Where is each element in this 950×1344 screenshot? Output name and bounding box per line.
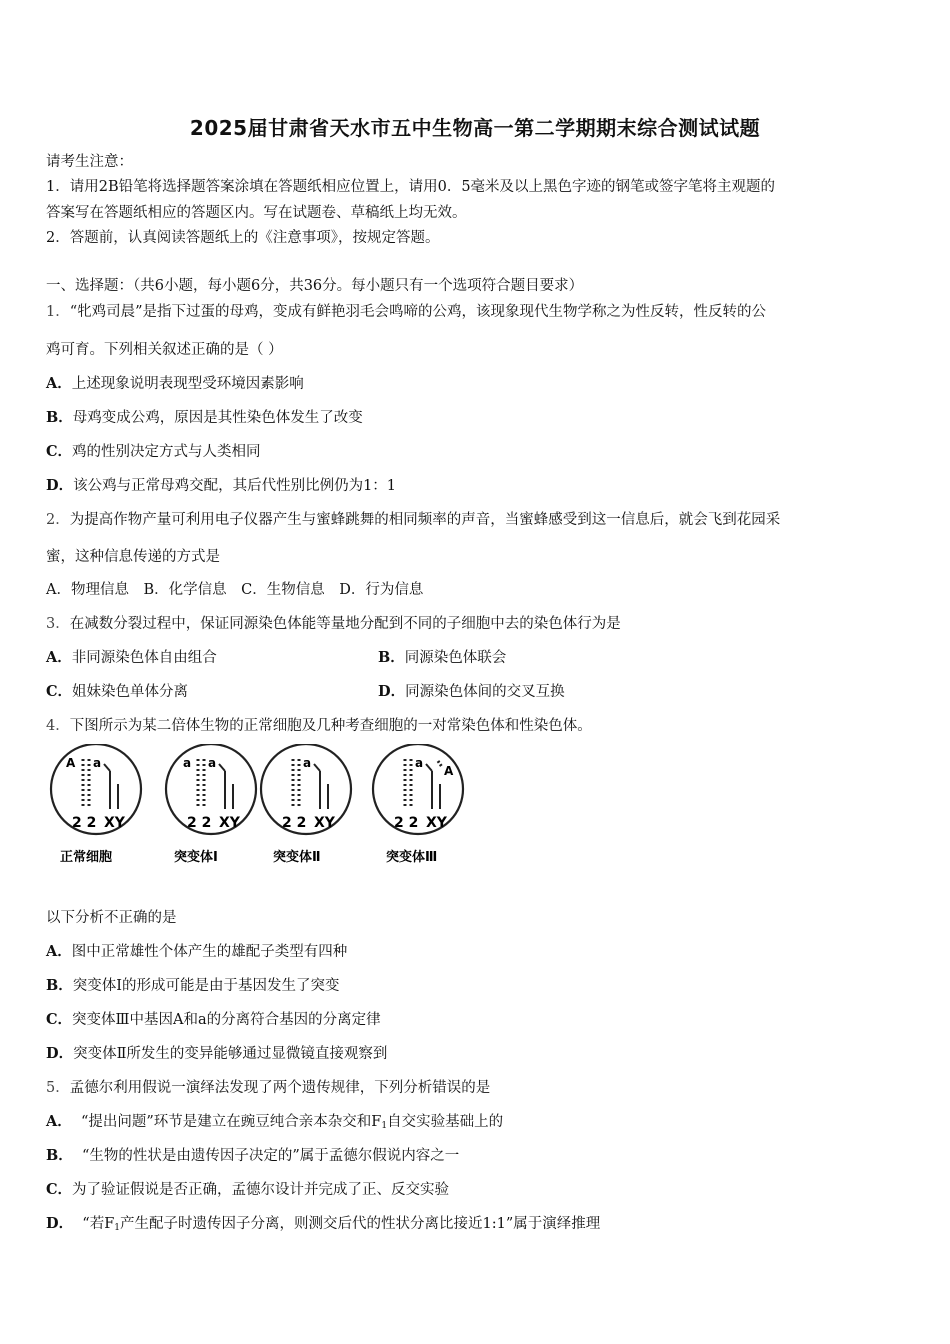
q5-option-a-label: A．: [46, 1113, 72, 1130]
cell-mutant-1-sex-label: XY: [219, 815, 240, 831]
cell-mutant-3-extra-allele: A: [444, 764, 454, 778]
q5-option-a-text-pre: “提出问题”环节是建立在豌豆纯合亲本杂交和F: [80, 1114, 382, 1130]
cell-mutant-1-allele-right: a: [208, 756, 217, 770]
q3-option-a-label: A．: [46, 649, 72, 666]
q3-option-d-text: 同源染色体间的交叉互换: [405, 684, 565, 700]
q3-option-b-label: B．: [378, 649, 405, 666]
cell-mutant-2-allele-right: a: [303, 756, 312, 770]
q3-option-d: [378, 682, 565, 702]
q1-option-d-label: D．: [46, 477, 74, 494]
q5-option-d-text-post: 产生配子时遗传因子分离，则测交后代的性状分离比接近1:1”属于演绎推理: [120, 1216, 601, 1232]
cell-mutant-3: [373, 744, 463, 834]
q5-option-d: [46, 1214, 600, 1238]
q3-option-b: [378, 648, 506, 668]
q4-followup: 以下分析不正确的是: [46, 910, 177, 926]
q4-option-c-label: C．: [46, 1011, 73, 1028]
cell-normal-autosome-label: 2 2: [72, 815, 97, 831]
q3-stem: [46, 614, 621, 634]
q5-option-c: [46, 1180, 449, 1200]
q1-option-a-label: A．: [46, 375, 72, 392]
cell-normal-allele-right: a: [93, 756, 102, 770]
q4-option-d-label: D．: [46, 1045, 74, 1062]
cell-mutant-3-sex-label: XY: [426, 815, 447, 831]
q5-option-b: [46, 1146, 459, 1166]
cell-normal-label: 正常细胞: [60, 850, 113, 865]
q3-option-a: [46, 648, 217, 668]
q1-stem-line-2: 鸡可育。下列相关叙述正确的是（ ）: [46, 342, 283, 358]
q5-option-b-label: B．: [46, 1147, 73, 1164]
cell-normal-sex-label: XY: [104, 815, 125, 831]
cell-normal: [51, 744, 141, 834]
q5-option-a-text-post: 自交实验基础上的: [387, 1114, 504, 1130]
q5-option-d-subscript: 1: [114, 1223, 121, 1233]
q4-option-c-text: 突变体Ⅲ中基因A和a的分离符合基因的分离定律: [72, 1012, 381, 1028]
q3-number: 3．: [46, 616, 70, 632]
q5-option-c-label: C．: [46, 1181, 73, 1198]
cell-mutant-2-label: 突变体Ⅱ: [273, 850, 321, 865]
q5-option-a: [46, 1112, 503, 1136]
q4-number: 4．: [46, 718, 70, 734]
q1-number: 1．: [46, 304, 70, 320]
q3-stem-text: 在减数分裂过程中，保证同源染色体能等量地分配到不同的子细胞中去的染色体行为是: [69, 616, 621, 632]
q2-stem-line-1: [46, 510, 780, 530]
q1-stem-line-1: [46, 302, 766, 322]
q4-option-b: [46, 976, 340, 996]
cell-mutant-3-label: 突变体Ⅲ: [386, 850, 438, 865]
notice-item-1-line-1: 1．请用2B铅笔将选择题答案涂填在答题纸相应位置上，请用0．5毫米及以上黑色字迹的钢笔或签字笔将主观题的: [46, 179, 776, 195]
q4-option-a: [46, 942, 347, 962]
q5-number: 5．: [46, 1080, 70, 1096]
q5-option-a-subscript: 1: [381, 1121, 388, 1131]
q4-option-d: [46, 1044, 387, 1064]
chromosome-figure: [46, 744, 476, 874]
q5-option-d-text-pre: “若F: [82, 1216, 115, 1232]
q1-option-d-text: 该公鸡与正常母鸡交配，其后代性别比例仍为1：1: [73, 478, 397, 494]
q3-option-c-text: 姐妹染色单体分离: [72, 684, 189, 700]
cell-mutant-2-autosome-label: 2 2: [282, 815, 307, 831]
section-heading: 一、选择题：（共6小题，每小题6分，共36分。每小题只有一个选项符合题目要求）: [46, 278, 584, 294]
notice-item-1-line-2: 答案写在答题纸相应的答题区内。写在试题卷、草稿纸上均无效。: [46, 205, 467, 221]
q3-option-b-text: 同源染色体联会: [404, 650, 507, 666]
q5-option-c-text: 为了验证假说是否正确，孟德尔设计并完成了正、反交实验: [72, 1182, 450, 1198]
q1-stem-text-1: “牝鸡司晨”是指下过蛋的母鸡，变成有鲜艳羽毛会鸣啼的公鸡，该现象现代生物学称之为性反转，性反转的公: [69, 304, 767, 320]
q5-stem: [46, 1078, 490, 1098]
notice-heading: 请考生注意：: [46, 154, 133, 170]
q1-option-c: [46, 442, 261, 462]
q2-stem-text-1: 为提高作物产量可利用电子仪器产生与蜜蜂跳舞的相同频率的声音，当蜜蜂感受到这一信息后，就会飞到花园采: [69, 512, 781, 528]
q1-option-a: [46, 374, 304, 394]
q1-option-b-text: 母鸡变成公鸡，原因是其性染色体发生了改变: [72, 410, 363, 426]
q2-stem-line-2: 蜜，这种信息传递的方式是: [46, 549, 220, 565]
q4-stem-text: 下图所示为某二倍体生物的正常细胞及几种考查细胞的一对常染色体和性染色体。: [69, 718, 592, 734]
q4-option-b-text: 突变体Ⅰ的形成可能是由于基因发生了突变: [72, 978, 340, 994]
q1-option-b-label: B．: [46, 409, 73, 426]
cell-mutant-3-autosome-label: 2 2: [394, 815, 419, 831]
cell-mutant-2: [261, 744, 351, 834]
q4-option-d-text: 突变体Ⅱ所发生的变异能够通过显微镜直接观察到: [73, 1046, 388, 1062]
q3-option-c-label: C．: [46, 683, 73, 700]
cell-mutant-1-autosome-label: 2 2: [187, 815, 212, 831]
notice-item-2: 2．答题前，认真阅读答题纸上的《注意事项》，按规定答题。: [46, 230, 440, 246]
q3-option-c: [46, 682, 188, 702]
q2-number: 2．: [46, 512, 70, 528]
q5-option-d-label: D．: [46, 1215, 74, 1232]
cell-normal-allele-left: A: [66, 756, 76, 770]
q2-options: A．物理信息 B．化学信息 C．生物信息 D．行为信息: [46, 582, 424, 598]
q5-stem-text: 孟德尔利用假说一演绎法发现了两个遗传规律，下列分析错误的是: [69, 1080, 491, 1096]
q4-option-a-label: A．: [46, 943, 72, 960]
cell-mutant-1-allele-left: a: [183, 756, 192, 770]
q1-option-c-label: C．: [46, 443, 73, 460]
q4-option-b-label: B．: [46, 977, 73, 994]
cell-mutant-3-allele-right: a: [415, 756, 424, 770]
q4-option-a-text: 图中正常雄性个体产生的雄配子类型有四种: [71, 944, 348, 960]
q3-option-d-label: D．: [378, 683, 406, 700]
q1-option-a-text: 上述现象说明表现型受环境因素影响: [71, 376, 304, 392]
q1-option-c-text: 鸡的性别决定方式与人类相同: [72, 444, 261, 460]
q5-option-b-text: “生物的性状是由遗传因子决定的”属于孟德尔假说内容之一: [81, 1148, 460, 1164]
q4-option-c: [46, 1010, 381, 1030]
q4-stem: [46, 716, 592, 736]
cell-mutant-1: [166, 744, 256, 834]
q1-option-d: [46, 476, 396, 496]
q3-option-a-text: 非同源染色体自由组合: [71, 650, 217, 666]
cell-mutant-1-label: 突变体Ⅰ: [174, 850, 218, 865]
page-title: 2025届甘肃省天水市五中生物高一第二学期期末综合测试试题: [189, 116, 761, 140]
cell-mutant-2-sex-label: XY: [314, 815, 335, 831]
q1-option-b: [46, 408, 363, 428]
